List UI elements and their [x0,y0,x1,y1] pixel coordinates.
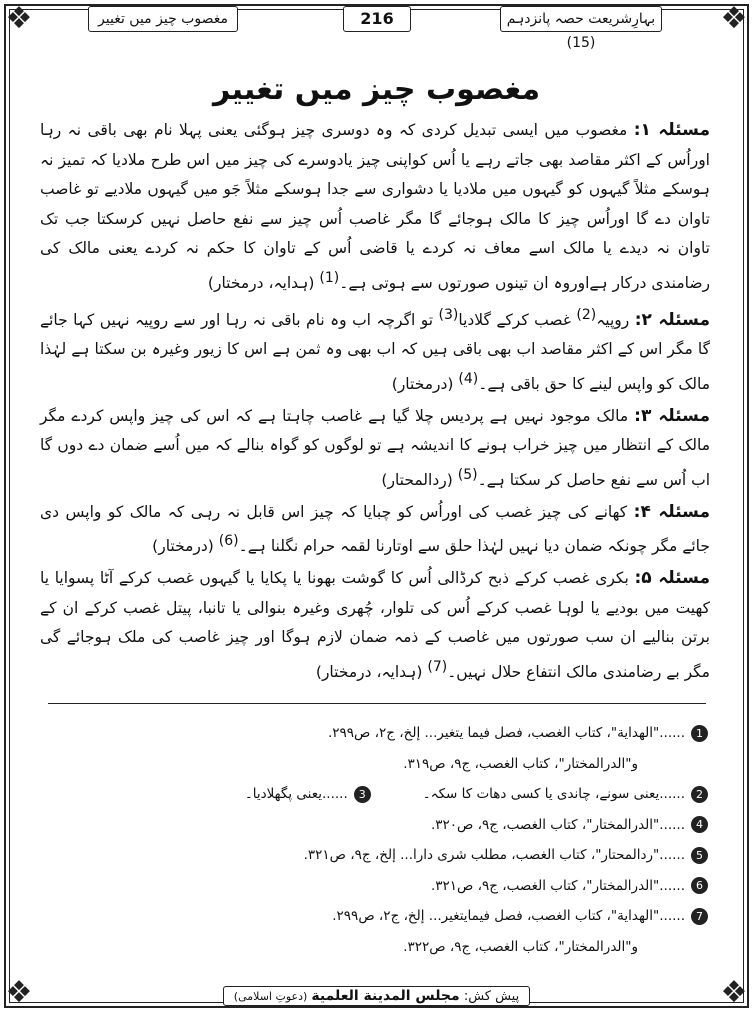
masala-label: مسئلہ ۲: [634,309,710,330]
footnote-item [48,749,708,780]
footnote-text: ......"الهداية"، كتاب الغصب، فصل فيما يتغير... إلخ، ج۲، ص۲۹۹. [327,725,685,741]
masala-source: (درمختار) [152,537,214,556]
footnote-text: ......"الدرالمختار"، كتاب الغصب، ج۹، ص۳۲۰. [430,816,685,833]
footnote-text: ......"ردالمحتار"، كتاب الغصب، مطلب شرى دارا... إلخ، ج۹، ص۳۲۱. [303,847,685,863]
corner-ornament-icon: ❖ [5,975,33,1010]
corner-ornament-icon: ❖ [5,1,33,36]
masala-text: تو اگرچہ اب وہ نام باقی نہ رہا اور سے روپیہ نہیں کہا جائے گا مگر اس کے اکثر مقاصد اب بھی باقی ہیں کہ اب بھی وہ ثمن ہے اس کا زیور وغیرہ بن سکتا ہے لہٰذا مالک کو واپس لینے کا حق باقی ہے۔ [40,310,710,394]
footnote-text: ......یعنی پگھلادیا۔ [244,786,348,802]
masala-source: (ہدایہ، درمختار) [315,663,423,682]
masala-label: مسئلہ ۱: [633,120,710,140]
footnote-ref[interactable]: (4) [458,371,479,388]
footnote-item [48,901,708,932]
footnote-text: ......"الدرالمختار"، كتاب الغصب، ج۹، ص۳۲۱. [430,877,685,894]
corner-ornament-icon: ❖ [720,975,748,1010]
footnote-text: ......یعنی سونے، چاندی یا کسی دھات کا سکہ۔ [422,786,685,802]
footnote-text: و"الدرالمختار"، كتاب الغصب، ج۹، ص۳۲۲. [403,938,638,955]
main-text [40,116,710,690]
footnote-number-badge: 2 [691,786,708,803]
footnote-number-badge: 7 [691,908,708,925]
masala-1 [40,116,710,299]
masala-2 [40,301,710,400]
footnote-text: ......"الهداية"، كتاب الغصب، فصل فيمايتغير... إلخ، ج۲، ص۲۹۹. [332,908,685,924]
header-book-title: بہارِشریعت حصہ پانزدہم (15) [500,6,662,32]
masala-5 [40,564,710,688]
footnote-ref[interactable]: (7) [427,658,448,675]
publisher-name: مجلس المدينة العلمية [311,988,460,1004]
footnote-number-badge: 4 [691,816,708,833]
masala-3 [40,402,710,496]
footnote-item [48,810,708,841]
footnote-number-badge: 1 [691,725,708,742]
footnote-ref[interactable]: (5) [457,467,478,483]
footnote-item [48,840,708,871]
masala-text: غصب کرکے گلادیا [458,310,571,329]
masala-4 [40,498,710,562]
footnote-number-badge: 6 [691,877,708,894]
corner-ornament-icon: ❖ [720,1,748,36]
footnote-ref[interactable]: (2) [576,306,597,323]
footnote-item [48,932,708,963]
footnote-number-badge: 5 [691,847,708,864]
masala-source: (درمختار) [391,375,454,394]
masala-label: مسئلہ ۵: [634,568,710,589]
masala-text: بکری غصب کرکے ذبح کرڈالی اُس کا گوشت بھونا یا پکایا یا گیہوں غصب کرکے آٹا پسوایا یا کھیت میں بودیے یا لوہا غصب کرکے اُس کی تلوار، چُھری وغیرہ بنوالی یا تانبا، پیتل غصب کرکے ان کے برتن بنالیے ان سب صورتوں میں غاصب کے ذمہ ضمان لازم ہوگا اور چیز غاصب کی ملک ہوجائے گی مگر بے رضامندی مالک انتفاع حلال نہیں۔ [40,569,710,682]
footnote-divider [48,703,706,704]
publisher-prefix: پیش کش: [463,989,520,1004]
footnote-ref[interactable]: (1) [319,269,340,286]
footnotes [48,718,708,962]
masala-label: مسئلہ ۴: [633,501,710,522]
masala-text: مغصوب میں ایسی تبدیل کردی کہ وہ دوسری چیز ہوگئی یعنی پہلا نام بھی باقی نہ رہا اوراُس کے اکثر مقاصد بھی جاتے رہے یا اُس کواپنی چیز یادوسرے کی چیز میں اس طرح ملادیا کہ تمیز نہ ہوسکے مثلاً گیہوں کو گیہوں میں ملادیا یا دشواری سے جدا ہوسکے مثلاً جَو میں گیہوں ملادیے تو غاصب تاوان دے گا اوراُس چیز کا مالک ہوجائے گا مگر غاصب اُس چیز سے نفع حاصل نہیں کرسکتا جب تک تاوان نہ دیدے یا مالک اسے معاف نہ کردے یا قاضی اُس کے تاوان کا حکم نہ کردے یعنی مالک کی رضامندی درکار ہےاوروہ ان تینوں صورتوں سے ہوتی ہے۔ [40,121,710,293]
footnote-item [48,779,708,810]
footnote-item [48,871,708,902]
masala-text: کھانے کی چیز غصب کی اوراُس کو چبایا کہ چیز اس قابل نہ رہی کہ مالک کو واپس دی جائے مگر چونکہ ضمان دیا نہیں لہٰذا حلق سے اوتارنا لقمہ حرام نگلنا ہے۔ [40,502,710,556]
masala-text: روپیہ [596,310,630,329]
publisher-box [223,986,530,1006]
publisher-sub: (دعوتِ اسلامی) [233,990,308,1003]
footnote-ref[interactable]: (3) [438,306,459,323]
footnote-number-badge: 3 [354,786,371,803]
header-chapter: مغصوب چیز میں تغییر [88,6,238,32]
masala-text: مالک موجود نہیں ہے پردیس چلا گیا ہے غاصب چاہتا ہے کہ اس کی چیز واپس کردے مگر مالک کے انتظار میں چیز خراب ہونے کا اندیشہ ہے تو لوگوں کو گواہ بنالے کہ میں اُسے ضمان دے دوں گا اب اُس سے نفع حاصل کر سکتا ہے۔ [40,406,710,490]
footnote-item [48,718,708,749]
footnote-text: و"الدرالمختار"، كتاب الغصب، ج۹، ص۳۱۹. [403,755,638,772]
masala-source: (ردالمحتار) [381,471,453,490]
page-number: 216 [343,6,411,32]
page-title: مغصوب چیز میں تغییر [212,72,541,107]
footer [0,985,753,1006]
masala-label: مسئلہ ۳: [634,405,710,426]
masala-source: (ہدایہ، درمختار) [207,274,315,293]
footnote-ref[interactable]: (6) [218,533,239,550]
